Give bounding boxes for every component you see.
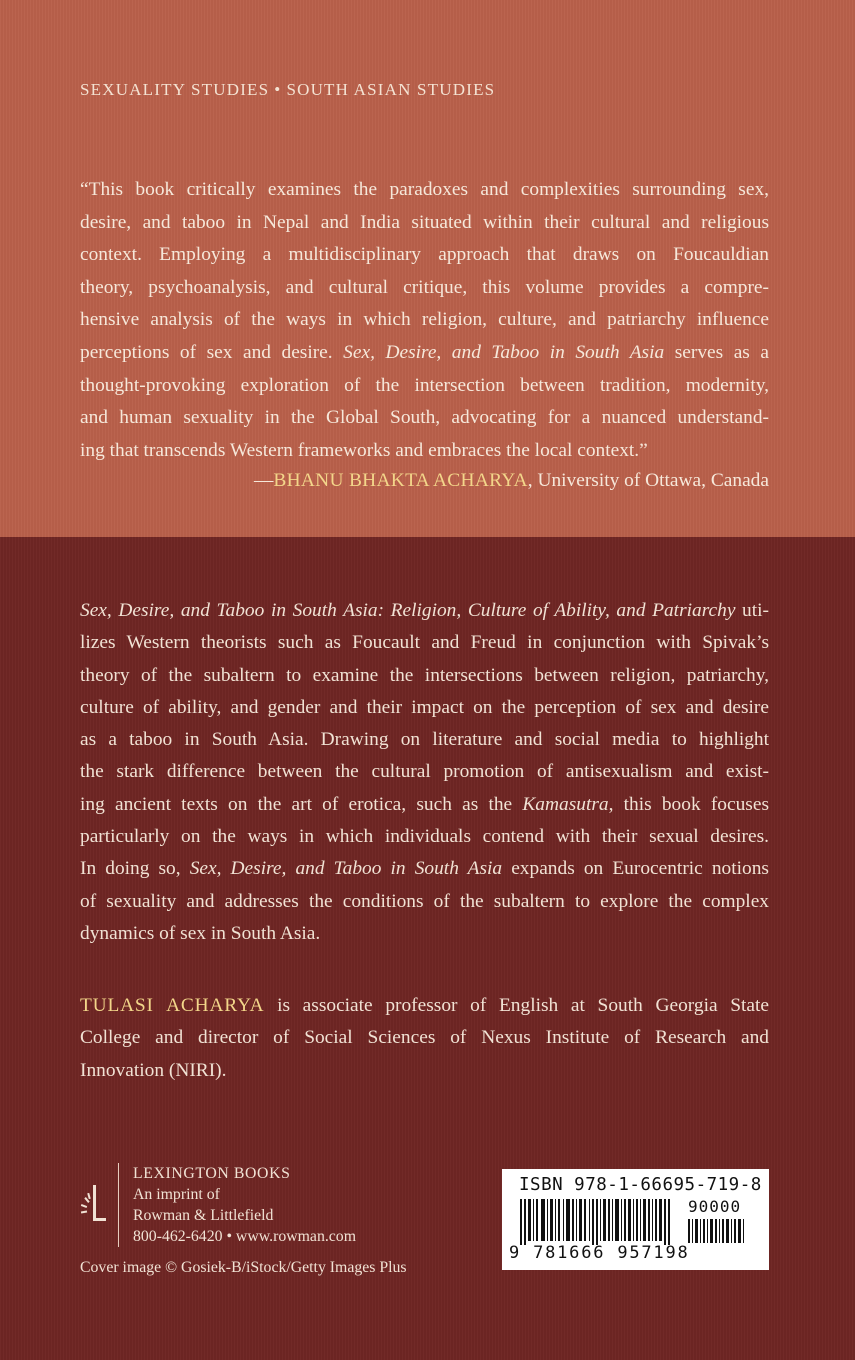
bio-line: Innovation (NIRI). xyxy=(80,1059,227,1081)
subject-south-asian-studies: SOUTH ASIAN STUDIES xyxy=(286,80,496,99)
publisher-contact: 800-462-6420 • www.rowman.com xyxy=(133,1228,356,1245)
endorser-name: BHANU BHAKTA ACHARYA xyxy=(273,470,528,491)
author-name: TULASI ACHARYA xyxy=(80,995,265,1016)
isbn-label: ISBN 978-1-66695-719-8 xyxy=(519,1175,762,1195)
description-line: dynamics of sex in South Asia. xyxy=(80,922,321,944)
endorsement-attribution xyxy=(254,470,769,492)
bio-line: College and director of Social Sciences of Nexus Institute of Research and xyxy=(80,1027,769,1049)
isbn-barcode xyxy=(502,1169,769,1270)
price-code: 90000 xyxy=(688,1197,742,1216)
publisher-logo-icon xyxy=(80,1181,108,1225)
description-text: uti- xyxy=(735,600,769,621)
publisher-text xyxy=(133,1163,356,1247)
subject-sexuality-studies: SEXUALITY STUDIES xyxy=(80,80,270,99)
description-text: ing ancient texts on the art of erotica, such as the xyxy=(80,793,523,815)
author-bio xyxy=(80,990,769,1087)
description-line: particularly on the ways in which individuals contend with their sexual desires. xyxy=(80,826,769,848)
description-line: as a taboo in South Asia. Drawing on literature and social media to highlight xyxy=(80,729,769,751)
cover-image-credit: Cover image © Gosiek-B/iStock/Getty Images Plus xyxy=(80,1259,407,1276)
addon-barcode-bars xyxy=(688,1219,748,1243)
quote-line: thought-provoking exploration of the intersection between tradition, modernity, xyxy=(80,374,769,396)
imprint-label: An imprint of xyxy=(133,1186,220,1203)
kamasutra-italic: Kamasutra xyxy=(522,793,609,815)
quote-line: ing that transcends Western frameworks and embraces the local context.” xyxy=(80,439,648,461)
quote-line xyxy=(80,337,769,370)
attribution-dash: — xyxy=(253,470,274,491)
book-title-italic: Sex, Desire, and Taboo in South Asia xyxy=(343,341,665,363)
description-text: , this book focuses xyxy=(608,793,770,815)
bio-text: is associate professor of English at South Georgia State xyxy=(264,995,769,1016)
quote-text: serves as a xyxy=(664,341,769,363)
book-title-italic: Sex, Desire, and Taboo in South Asia xyxy=(189,858,503,880)
book-description xyxy=(80,595,769,950)
bio-line xyxy=(80,990,769,1022)
book-full-title-italic: Sex, Desire, and Taboo in South Asia: Religion, Culture of Ability, and Patriarchy xyxy=(80,600,736,621)
parent-publisher: Rowman & Littlefield xyxy=(133,1207,274,1224)
description-line xyxy=(80,853,769,885)
endorsement-quote xyxy=(80,174,769,467)
quote-text: perceptions of sex and desire. xyxy=(80,341,344,363)
series-subjects xyxy=(80,80,495,100)
publisher-name: LEXINGTON BOOKS xyxy=(133,1165,291,1182)
description-text: expands on Eurocentric notions xyxy=(502,858,769,880)
divider xyxy=(118,1163,119,1247)
endorser-affiliation: , University of Ottawa, Canada xyxy=(527,470,769,491)
description-line xyxy=(80,595,769,627)
description-line: the stark difference between the cultural promotion of antisexualism and exist- xyxy=(80,761,769,783)
quote-line: and human sexuality in the Global South, advocating for a nuanced understand- xyxy=(80,407,769,429)
ean-barcode-bars xyxy=(520,1199,680,1245)
quote-line: “This book critically examines the paradoxes and complexities surrounding sex, xyxy=(80,179,769,200)
quote-line: theory, psychoanalysis, and cultural critique, this volume provides a compre- xyxy=(80,276,769,298)
description-line: of sexuality and addresses the conditions of the subaltern to explore the complex xyxy=(80,890,769,912)
quote-line: desire, and taboo in Nepal and India situated within their cultural and religious xyxy=(80,211,769,233)
description-line: lizes Western theorists such as Foucault and Freud in conjunction with Spivak’s xyxy=(80,632,769,654)
ean-number: 9 781666 957198 xyxy=(509,1243,690,1263)
quote-line: hensive analysis of the ways in which religion, culture, and patriarchy influence xyxy=(80,309,769,331)
description-line: culture of ability, and gender and their impact on the perception of sex and desire xyxy=(80,696,769,718)
quote-line: context. Employing a multidisciplinary approach that draws on Foucauldian xyxy=(80,244,769,266)
description-line: theory of the subaltern to examine the intersections between religion, patriarchy, xyxy=(80,664,769,686)
description-line xyxy=(80,789,769,821)
separator-dot: • xyxy=(274,80,282,99)
description-text: In doing so, xyxy=(80,858,190,880)
